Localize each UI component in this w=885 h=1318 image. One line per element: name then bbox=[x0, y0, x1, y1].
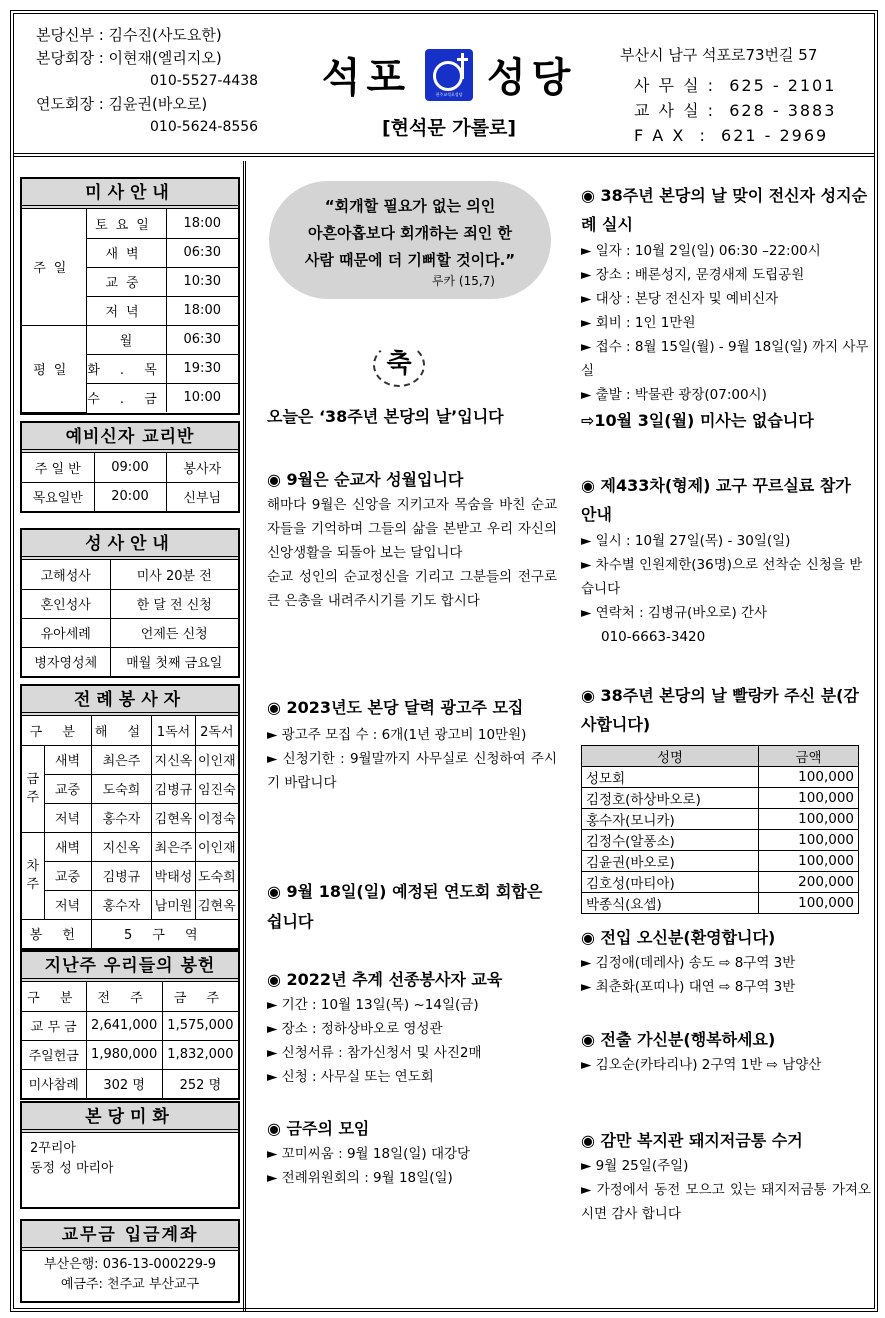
table-cell: 금액 bbox=[759, 746, 859, 767]
table-cell: 100,000 bbox=[759, 851, 859, 872]
bank-account: 부산은행: 036-13-000229-9 bbox=[43, 1257, 217, 1272]
offerings-box: 지난주 우리들의 봉헌 구 분 전 주 금 주 교 무 금 2,641,000 1,575,000 주일헌금 1,980,000 1,832,000 미사참례 302 명 252 명 bbox=[20, 950, 240, 1100]
phone-office: 사 무 실 : 625 - 2101 bbox=[634, 76, 837, 95]
section-martyrs-month: ◉ 9월은 순교자 성월입니다 해마다 9월은 신앙을 지키고자 목숨을 바친 순교자들을 기억하며 그들의 삶을 본받고 우리 자신의 신앙생활을 되돌아 보는 달입니다 순교 성인의 순교정신을 기리고 그분들의 전구로 큰 은총을 내려주시기를 기도 합시다 bbox=[267, 470, 557, 609]
table-cell: 김윤권(바오로) bbox=[582, 851, 759, 872]
table-cell: 금주 bbox=[22, 745, 44, 832]
table-cell: 목요일반 bbox=[22, 482, 94, 511]
church-title bbox=[314, 46, 584, 140]
table-cell: 252 명 bbox=[162, 1069, 238, 1098]
table-row bbox=[582, 767, 859, 788]
table-cell: 구 분 bbox=[22, 716, 91, 745]
table-cell: 지신옥 bbox=[91, 832, 152, 861]
anniversary-headline: 오늘은 ‘38주년 본당의 날’입니다 bbox=[267, 407, 504, 426]
church-logo-icon: 천주교석포성당 bbox=[425, 49, 473, 101]
left-column bbox=[14, 161, 246, 1312]
table-cell: 09:00 bbox=[94, 453, 166, 482]
table-cell: 평일 bbox=[22, 325, 86, 412]
table-cell: 100,000 bbox=[759, 788, 859, 809]
table-cell: 신부님 bbox=[166, 482, 238, 511]
table-cell: 저녁 bbox=[86, 296, 166, 325]
table-cell: 김정호(하상바오로) bbox=[582, 788, 759, 809]
liturgy-table bbox=[22, 716, 238, 948]
catechumen-box: 예비신자 교리반 주 일 반 09:00 봉사자 목요일반 20:00 신부님 bbox=[20, 421, 240, 513]
table-cell: 봉 헌 bbox=[22, 919, 91, 948]
table-cell: 1,575,000 bbox=[162, 1011, 238, 1040]
table-cell: 언제든 신청 bbox=[110, 618, 238, 647]
table-cell: 혼인성사 bbox=[22, 589, 110, 618]
scripture-quote: “회개할 필요가 없는 의인 아흔아홉보다 회개하는 죄인 한 사람 때문에 더 기뻐할 것이다.” 루카 (15,7) bbox=[269, 181, 551, 299]
table-cell: 20:00 bbox=[94, 482, 166, 511]
table-cell: 홍수자(모니카) bbox=[582, 809, 759, 830]
cursillo-phone: 010-6663-3420 bbox=[601, 629, 706, 645]
box-title: 미사안내 bbox=[22, 179, 238, 209]
table-cell: 새벽 bbox=[86, 238, 166, 267]
title-left: 석포 bbox=[321, 55, 411, 101]
table-cell: 최은주 bbox=[91, 745, 152, 774]
bulletin-page bbox=[10, 10, 878, 1312]
address: 부산시 남구 석포로73번길 57 bbox=[620, 46, 818, 64]
table-row bbox=[582, 809, 859, 830]
table-row bbox=[582, 830, 859, 851]
table-cell: 06:30 bbox=[166, 325, 238, 354]
table-cell: 금 주 bbox=[162, 982, 238, 1011]
no-mass-notice: ⇨10월 3일(월) 미사는 없습니다 bbox=[581, 411, 814, 430]
table-cell: 이정숙 bbox=[195, 803, 238, 832]
table-cell: 10:00 bbox=[166, 383, 238, 412]
table-cell: 박종식(요셉) bbox=[582, 893, 759, 914]
senior-chair-phone: 010-5624-8556 bbox=[150, 119, 259, 135]
table-cell: 성모회 bbox=[582, 767, 759, 788]
table-cell: 새벽 bbox=[44, 745, 91, 774]
table-cell: 홍수자 bbox=[91, 803, 152, 832]
section-transfer-in: ◉ 전입 오신분(환영합니다) ► 김정애(데레사) 송도 ⇨ 8구역 3반 ► 최춘화(포띠나) 대연 ⇨ 8구역 3반 bbox=[581, 928, 796, 995]
table-cell: 2독서 bbox=[195, 716, 238, 745]
section-senior-meeting: ◉ 9월 18일(일) 예정된 연도회 회합은 쉽니다 bbox=[267, 882, 543, 931]
table-cell: 토요일 bbox=[86, 209, 166, 238]
staff-info bbox=[36, 24, 258, 139]
table-cell: 임진숙 bbox=[195, 774, 238, 803]
cleaning-praesidium: 동정 성 마리아 bbox=[30, 1161, 114, 1176]
table-cell: 월 bbox=[86, 325, 166, 354]
table-cell: 성명 bbox=[582, 746, 759, 767]
table-cell: 18:00 bbox=[166, 209, 238, 238]
table-cell: 미사 20분 전 bbox=[110, 560, 238, 589]
celebration-wreath-icon: 축 bbox=[371, 341, 427, 389]
table-cell: 고해성사 bbox=[22, 560, 110, 589]
table-cell: 새벽 bbox=[44, 832, 91, 861]
liturgy-volunteers-box: 전례봉사자 구 분 해 설 1독서 2독서 금주 새벽 최은주 지신옥 이인재 교중 도숙희 김병규 임진숙 저녁 홍수자 김현옥 이정숙 차주 새벽 지신옥 최은주 이인재 교중 김병규 박태성 도숙희 저녁 홍수자 남미원 김현옥 봉 헌 5 구 역 bbox=[20, 684, 240, 950]
table-cell: 구 분 bbox=[22, 982, 86, 1011]
table-cell: 유아세례 bbox=[22, 618, 110, 647]
phone-fax: F A X : 621 - 2969 bbox=[634, 126, 829, 145]
table-cell: 김현옥 bbox=[152, 803, 195, 832]
sacraments-box: 성사안내 고해성사 미사 20분 전 혼인성사 한 달 전 신청 유아세례 언제든 신청 병자영성체 매월 첫째 금요일 bbox=[20, 528, 240, 678]
table-cell: 한 달 전 신청 bbox=[110, 589, 238, 618]
council-chair: 본당회장 : 이현재(엘리지오) bbox=[36, 49, 222, 67]
mass-table bbox=[22, 209, 238, 413]
table-cell: 2,641,000 bbox=[86, 1011, 162, 1040]
cleaning-box: 본당미화 2꾸리아 동정 성 마리아 bbox=[20, 1101, 240, 1209]
quote-source: 루카 (15,7) bbox=[431, 274, 495, 288]
section-calendar-ads: ◉ 2023년도 본당 달력 광고주 모집 ► 광고주 모집 수 : 6개(1년 광고비 10만원) ► 신청기한 : 9월말까지 사무실로 신청하여 주시기 바랍니다 bbox=[267, 698, 557, 791]
section-funeral-training: ◉ 2022년 추계 선종봉사자 교육 ► 기간 : 10월 13일(목) ~14일(금) ► 장소 : 정하상바오로 영성관 ► 신청서류 : 참가신청서 및 사진2매 ► 신청 : 사무실 또는 연도회 bbox=[267, 970, 503, 1085]
table-cell: 10:30 bbox=[166, 267, 238, 296]
table-cell: 18:00 bbox=[166, 296, 238, 325]
table-cell: 302 명 bbox=[86, 1069, 162, 1098]
section-donors: ◉ 38주년 본당의 날 빨랑카 주신 분(감사합니다) 성명 금액 성모회 100,000 김정호(하상바오로) 100,000 홍수자(모니카) 100,000 김정수(알퐁소) 100,000 김윤권(바오로) 100,000 김호성(마티아) 200,000 박종식(요셉) 100,000 bbox=[581, 686, 859, 913]
section-weekly-meetings: ◉ 금주의 모임 ► 꼬미씨움 : 9월 18일(일) 대강당 ► 전례위원회의 : 9월 18일(일) bbox=[267, 1119, 471, 1186]
catechumen-table bbox=[22, 453, 238, 511]
table-cell: 1,832,000 bbox=[162, 1040, 238, 1069]
council-chair-phone: 010-5527-4438 bbox=[150, 73, 259, 89]
donors-table bbox=[581, 745, 859, 914]
table-cell: 매월 첫째 금요일 bbox=[110, 647, 238, 676]
table-cell: 주 일 반 bbox=[22, 453, 94, 482]
table-cell: 06:30 bbox=[166, 238, 238, 267]
table-cell: 김호성(마티아) bbox=[582, 872, 759, 893]
table-cell: 1독서 bbox=[152, 716, 195, 745]
table-cell: 김병규 bbox=[152, 774, 195, 803]
account-box: 교무금 입금계좌 부산은행: 036-13-000229-9 예금주: 천주교 부산교구 bbox=[20, 1219, 240, 1303]
table-cell: 김현옥 bbox=[195, 890, 238, 919]
offerings-table bbox=[22, 982, 238, 1098]
table-cell: 교중 bbox=[44, 774, 91, 803]
table-cell: 저녁 bbox=[44, 890, 91, 919]
table-cell: 이인재 bbox=[195, 832, 238, 861]
table-row bbox=[582, 788, 859, 809]
table-cell: 200,000 bbox=[759, 872, 859, 893]
table-cell: 최은주 bbox=[152, 832, 195, 861]
table-cell: 주일헌금 bbox=[22, 1040, 86, 1069]
table-cell: 5 구 역 bbox=[91, 919, 238, 948]
phone-teachers: 교 사 실 : 628 - 3883 bbox=[634, 101, 837, 120]
title-right: 성당 bbox=[487, 55, 577, 101]
table-cell: 전 주 bbox=[86, 982, 162, 1011]
section-transfer-out: ◉ 전출 가신분(행복하세요) ► 김오순(카타리나) 2구역 1반 ⇨ 남양산 bbox=[581, 1030, 822, 1073]
table-cell: 100,000 bbox=[759, 767, 859, 788]
table-cell: 김병규 bbox=[91, 861, 152, 890]
table-cell: 봉사자 bbox=[166, 453, 238, 482]
table-cell: 홍수자 bbox=[91, 890, 152, 919]
table-cell: 김정수(알퐁소) bbox=[582, 830, 759, 851]
table-cell: 도숙희 bbox=[91, 774, 152, 803]
sacraments-table bbox=[22, 560, 238, 676]
table-cell: 해 설 bbox=[91, 716, 152, 745]
table-cell: 1,980,000 bbox=[86, 1040, 162, 1069]
cleaning-group: 2꾸리아 bbox=[30, 1141, 76, 1156]
pastor: 본당신부 : 김수진(사도요한) bbox=[36, 26, 222, 44]
header bbox=[14, 14, 874, 157]
section-pilgrimage: ◉ 38주년 본당의 날 맞이 전신자 성지순례 실시 ► 일자 : 10월 2일(일) 06:30 –22:00시 ► 장소 : 배론성지, 문경새제 도립공원 ► 대상 : 본당 전신자 및 예비신자 ► 회비 : 1인 1만원 ► 접수 : 8월 15일(월) - 9월 18일(일) 까지 사무실 ► 출발 : 박물관 광장(07:00시) ⇨10월 3일(월) 미사는 없습니다 bbox=[581, 181, 871, 434]
table-cell: 교중 bbox=[44, 861, 91, 890]
table-cell: 수 . 금 bbox=[86, 383, 166, 412]
table-cell: 주일 bbox=[22, 209, 86, 325]
table-cell: 100,000 bbox=[759, 809, 859, 830]
table-cell: 남미원 bbox=[152, 890, 195, 919]
table-cell: 100,000 bbox=[759, 893, 859, 914]
section-piggy-bank: ◉ 감만 복지관 돼지저금통 수거 ► 9월 25일(주일) ► 가정에서 동전 모으고 있는 돼지저금통 가져오시면 감사 합니다 bbox=[581, 1131, 871, 1222]
section-cursillo: ◉ 제433차(형제) 교구 꾸르실료 참가 안내 ► 일시 : 10월 27일(목) - 30일(일) ► 차수별 인원제한(36명)으로 선착순 신청을 받습니다 ► 연락처 : 김병규(바오로) 간사 010-6663-3420 bbox=[581, 471, 871, 649]
patron-subtitle: [현석문 가롤로] bbox=[381, 117, 517, 139]
table-row bbox=[582, 893, 859, 914]
table-cell: 박태성 bbox=[152, 861, 195, 890]
table-cell: 19:30 bbox=[166, 354, 238, 383]
table-cell: 지신옥 bbox=[152, 745, 195, 774]
table-cell: 차주 bbox=[22, 832, 44, 919]
table-cell: 미사참례 bbox=[22, 1069, 86, 1098]
table-cell: 도숙희 bbox=[195, 861, 238, 890]
table-cell: 화 . 목 bbox=[86, 354, 166, 383]
table-row bbox=[582, 872, 859, 893]
table-row bbox=[582, 851, 859, 872]
table-cell: 교중 bbox=[86, 267, 166, 296]
table-cell: 교 무 금 bbox=[22, 1011, 86, 1040]
account-holder: 예금주: 천주교 부산교구 bbox=[60, 1277, 200, 1292]
contact-info bbox=[620, 44, 836, 148]
senior-chair: 연도회장 : 김윤권(바오로) bbox=[36, 95, 208, 113]
mass-schedule-box bbox=[20, 177, 240, 415]
table-cell: 병자영성체 bbox=[22, 647, 110, 676]
table-cell: 이인재 bbox=[195, 745, 238, 774]
table-cell: 100,000 bbox=[759, 830, 859, 851]
table-cell: 저녁 bbox=[44, 803, 91, 832]
